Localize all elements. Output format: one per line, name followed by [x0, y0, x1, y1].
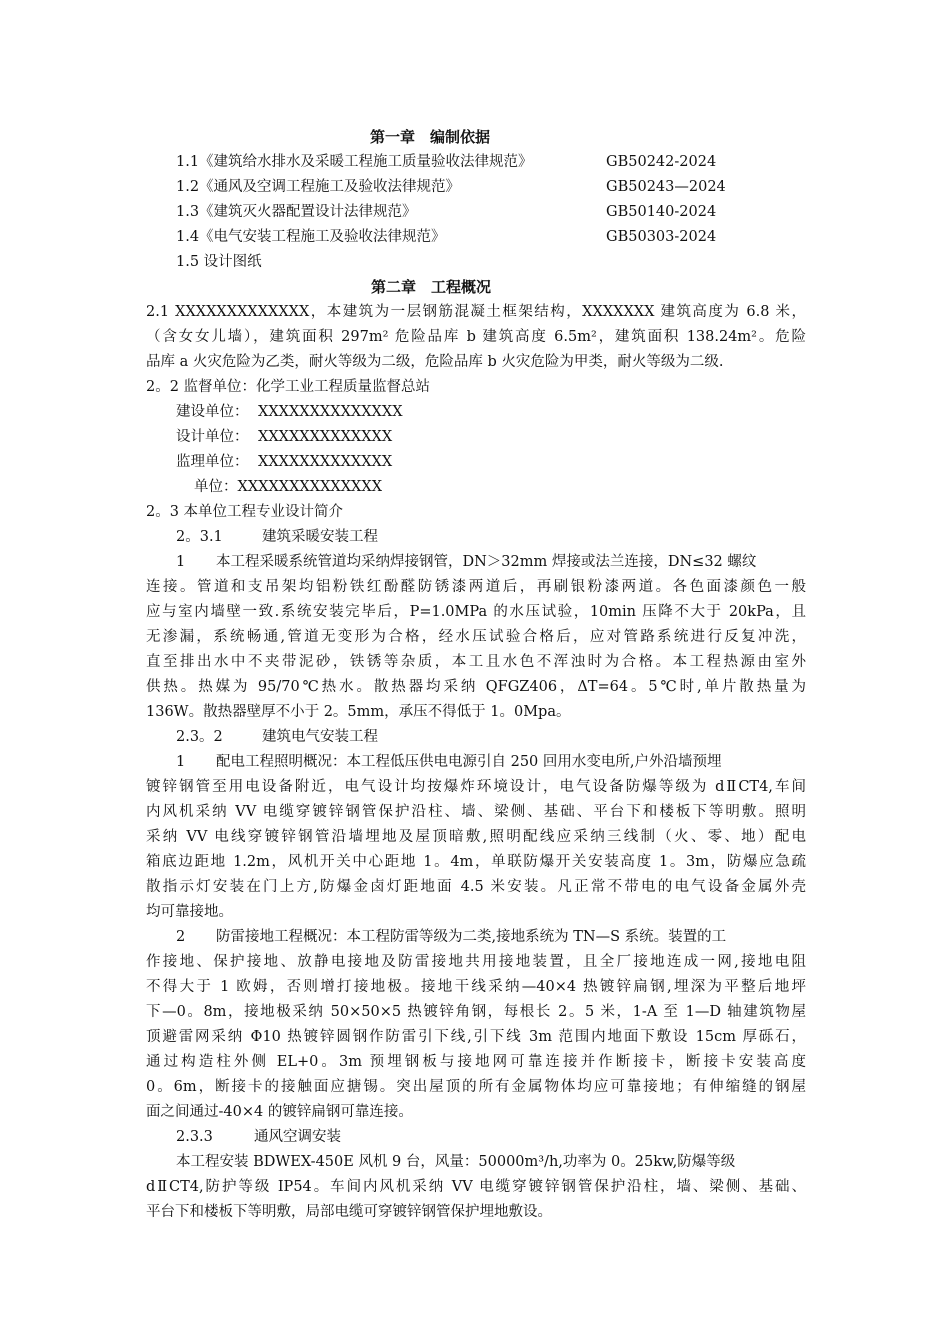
section-title: 建筑电气安装工程	[262, 729, 378, 745]
lightning-text: 下—0。8m，接地极采纳 50×50×5 热镀锌角钢，每根长 2。5 米，1-A 至 1—D 轴建筑物屋	[146, 1004, 806, 1020]
lightning-text: 面之间通过-40×4 的镀锌扁钢可靠连接。	[146, 1104, 413, 1120]
unit-row	[176, 425, 392, 449]
heating-text: 136W。散热器壁厚不小于 2。5mm，承压不得低于 1。0Mpa。	[146, 704, 571, 720]
unit-value: XXXXXXXXXXXXX	[258, 429, 393, 445]
lightning-text: 作接地、保护接地、放静电接地及防雷接地共用接地装置，且全厂接地连成一网,接地电阻	[146, 954, 806, 970]
heating-text: 直至排出水中不夹带泥砂，铁锈等杂质，本工且水色不浑浊时为合格。本工程热源由室外	[146, 654, 806, 670]
reference-item	[176, 225, 716, 249]
electrical-text: 内风机采纳 VV 电缆穿镀锌钢管保护沿柱、墙、梁侧、基础、平台下和楼板下等明敷。照明	[146, 804, 806, 820]
item-number: 1	[176, 754, 186, 770]
electrical-text: 均可靠接地。	[146, 904, 233, 920]
supervision-unit: 2。2 监督单位：化学工业工程质量监督总站	[146, 379, 431, 395]
lightning-text: 防雷接地工程概况：本工程防雷等级为二类,接地系统为 TN—S 系统。装置的工	[216, 929, 727, 945]
unit-row	[176, 400, 403, 424]
unit-row	[176, 450, 392, 474]
unit-row	[194, 475, 382, 499]
reference-item	[176, 175, 726, 199]
reference-code: GB50242-2024	[606, 154, 717, 170]
section-title: 通风空调安装	[254, 1129, 341, 1145]
section-number: 2.3.3	[176, 1129, 213, 1145]
reference-item	[176, 200, 716, 224]
reference-title: 1.3《建筑灭火器配置设计法律规范》	[176, 204, 417, 220]
section-2-3-heading: 2。3 本单位工程专业设计简介	[146, 504, 344, 520]
reference-title: 1.2《通风及空调工程施工及验收法律规范》	[176, 179, 461, 195]
lightning-text: 不得大于 1 欧姆，否则增打接地极。接地干线采纳—40×4 热镀锌扁钢,埋深为平整后地坪	[146, 979, 806, 995]
item-number: 2	[176, 929, 186, 945]
heating-paragraph-first-line	[176, 550, 806, 574]
unit-label: 建设单位：	[176, 404, 249, 420]
overview-text: 品库 a 火灾危险为乙类，耐火等级为二级，危险品库 b 火灾危险为甲类，耐火等级为二级.	[146, 354, 724, 370]
unit-value: XXXXXXXXXXXXXX	[258, 404, 403, 420]
reference-title: 1.1《建筑给水排水及采暖工程施工质量验收法律规范》	[176, 154, 533, 170]
reference-code: GB50303-2024	[606, 229, 717, 245]
chapter-2-title: 第二章 工程概况	[371, 278, 492, 296]
electrical-text: 采纳 VV 电线穿镀锌钢管沿墙埋地及屋顶暗敷,照明配线应采纳三线制（火、零、地）配电	[146, 829, 806, 845]
reference-title: 1.4《电气安装工程施工及验收法律规范》	[176, 229, 446, 245]
electrical-paragraph-first-line	[176, 750, 722, 774]
reference-code: GB50243—2024	[606, 179, 726, 195]
lightning-paragraph-first-line	[176, 925, 726, 949]
section-title: 建筑采暖安装工程	[262, 529, 378, 545]
lightning-text: 0。6m，断接卡的接触面应搪锡。突出屋顶的所有金属物体均应可靠接地；有伸缩缝的钢屋	[146, 1079, 806, 1095]
unit-label: 单位：	[194, 479, 238, 495]
electrical-text: 配电工程照明概况：本工程低压供电电源引自 250 回用水变电所,户外沿墙预埋	[216, 754, 722, 770]
lightning-text: 顶避雷网采纳 Φ10 热镀锌圆钢作防雷引下线,引下线 3m 范围内地面下敷设 15cm 厚砾石，	[146, 1029, 806, 1045]
item-number: 1	[176, 554, 186, 570]
unit-value: XXXXXXXXXXXXXX	[237, 479, 383, 495]
unit-value: XXXXXXXXXXXXX	[258, 454, 393, 470]
unit-label: 设计单位：	[176, 429, 249, 445]
section-2-3-3-heading	[176, 1125, 341, 1149]
ventilation-text: dⅡCT4,防护等级 IP54。车间内风机采纳 VV 电缆穿镀锌钢管保护沿柱，墙、梁侧、基础、	[146, 1179, 806, 1195]
lightning-text: 通过构造柱外侧 EL+0。3m 预埋钢板与接地网可靠连接并作断接卡，断接卡安装高度	[146, 1054, 806, 1070]
electrical-text: 散指示灯安装在门上方,防爆金卤灯距地面 4.5 米安装。凡正常不带电的电气设备金属外壳	[146, 879, 806, 895]
heating-text: 无渗漏，系统畅通,管道无变形为合格，经水压试验合格后，应对管路系统进行反复冲洗，	[146, 629, 806, 645]
section-number: 2.3。2	[176, 729, 223, 745]
heating-text: 连接。管道和支吊架均铝粉铁红酚醛防锈漆两道后，再刷银粉漆两道。各色面漆颜色一般	[146, 579, 806, 595]
heating-text: 本工程采暖系统管道均采纳焊接钢管，DN＞32mm 焊接或法兰连接，DN≤32 螺纹	[216, 554, 757, 570]
electrical-text: 镀锌钢管至用电设备附近，电气设计均按爆炸环境设计，电气设备防爆等级为 dⅡCT4,车间	[146, 779, 806, 795]
section-2-3-1-heading	[176, 525, 378, 549]
electrical-text: 箱底边距地 1.2m，风机开关中心距地 1。4m，单联防爆开关安装高度 1。3m，防爆应急疏	[146, 854, 806, 870]
section-number: 2。3.1	[176, 529, 223, 545]
reference-item-drawings: 1.5 设计图纸	[176, 254, 262, 270]
section-2-3-2-heading	[176, 725, 378, 749]
ventilation-text: 本工程安装 BDWEX-450E 风机 9 台，风量：50000m³/h,功率为 0。25kw,防爆等级	[176, 1154, 736, 1170]
chapter-1-title: 第一章 编制依据	[370, 128, 491, 146]
overview-text: 2.1 XXXXXXXXXXXXX，本建筑为一层钢筋混凝土框架结构，XXXXXXX 建筑高度为 6.8 米，	[146, 304, 806, 320]
ventilation-text: 平台下和楼板下等明敷，局部电缆可穿镀锌钢管保护埋地敷设。	[146, 1204, 552, 1220]
unit-label: 监理单位：	[176, 454, 249, 470]
reference-item	[176, 150, 716, 174]
overview-text: （含女女儿墙），建筑面积 297m² 危险品库 b 建筑高度 6.5m²，建筑面积 138.24m²。危险	[146, 329, 806, 345]
reference-code: GB50140-2024	[606, 204, 717, 220]
heating-text: 应与室内墙壁一致.系统安装完毕后，P=1.0MPa 的水压试验，10min 压降不大于 20kPa，且	[146, 604, 806, 620]
heating-text: 供热。热媒为 95/70℃热水。散热器均采纳 QFGZ406，ΔT=64。5℃时,单片散热量为	[146, 679, 806, 695]
